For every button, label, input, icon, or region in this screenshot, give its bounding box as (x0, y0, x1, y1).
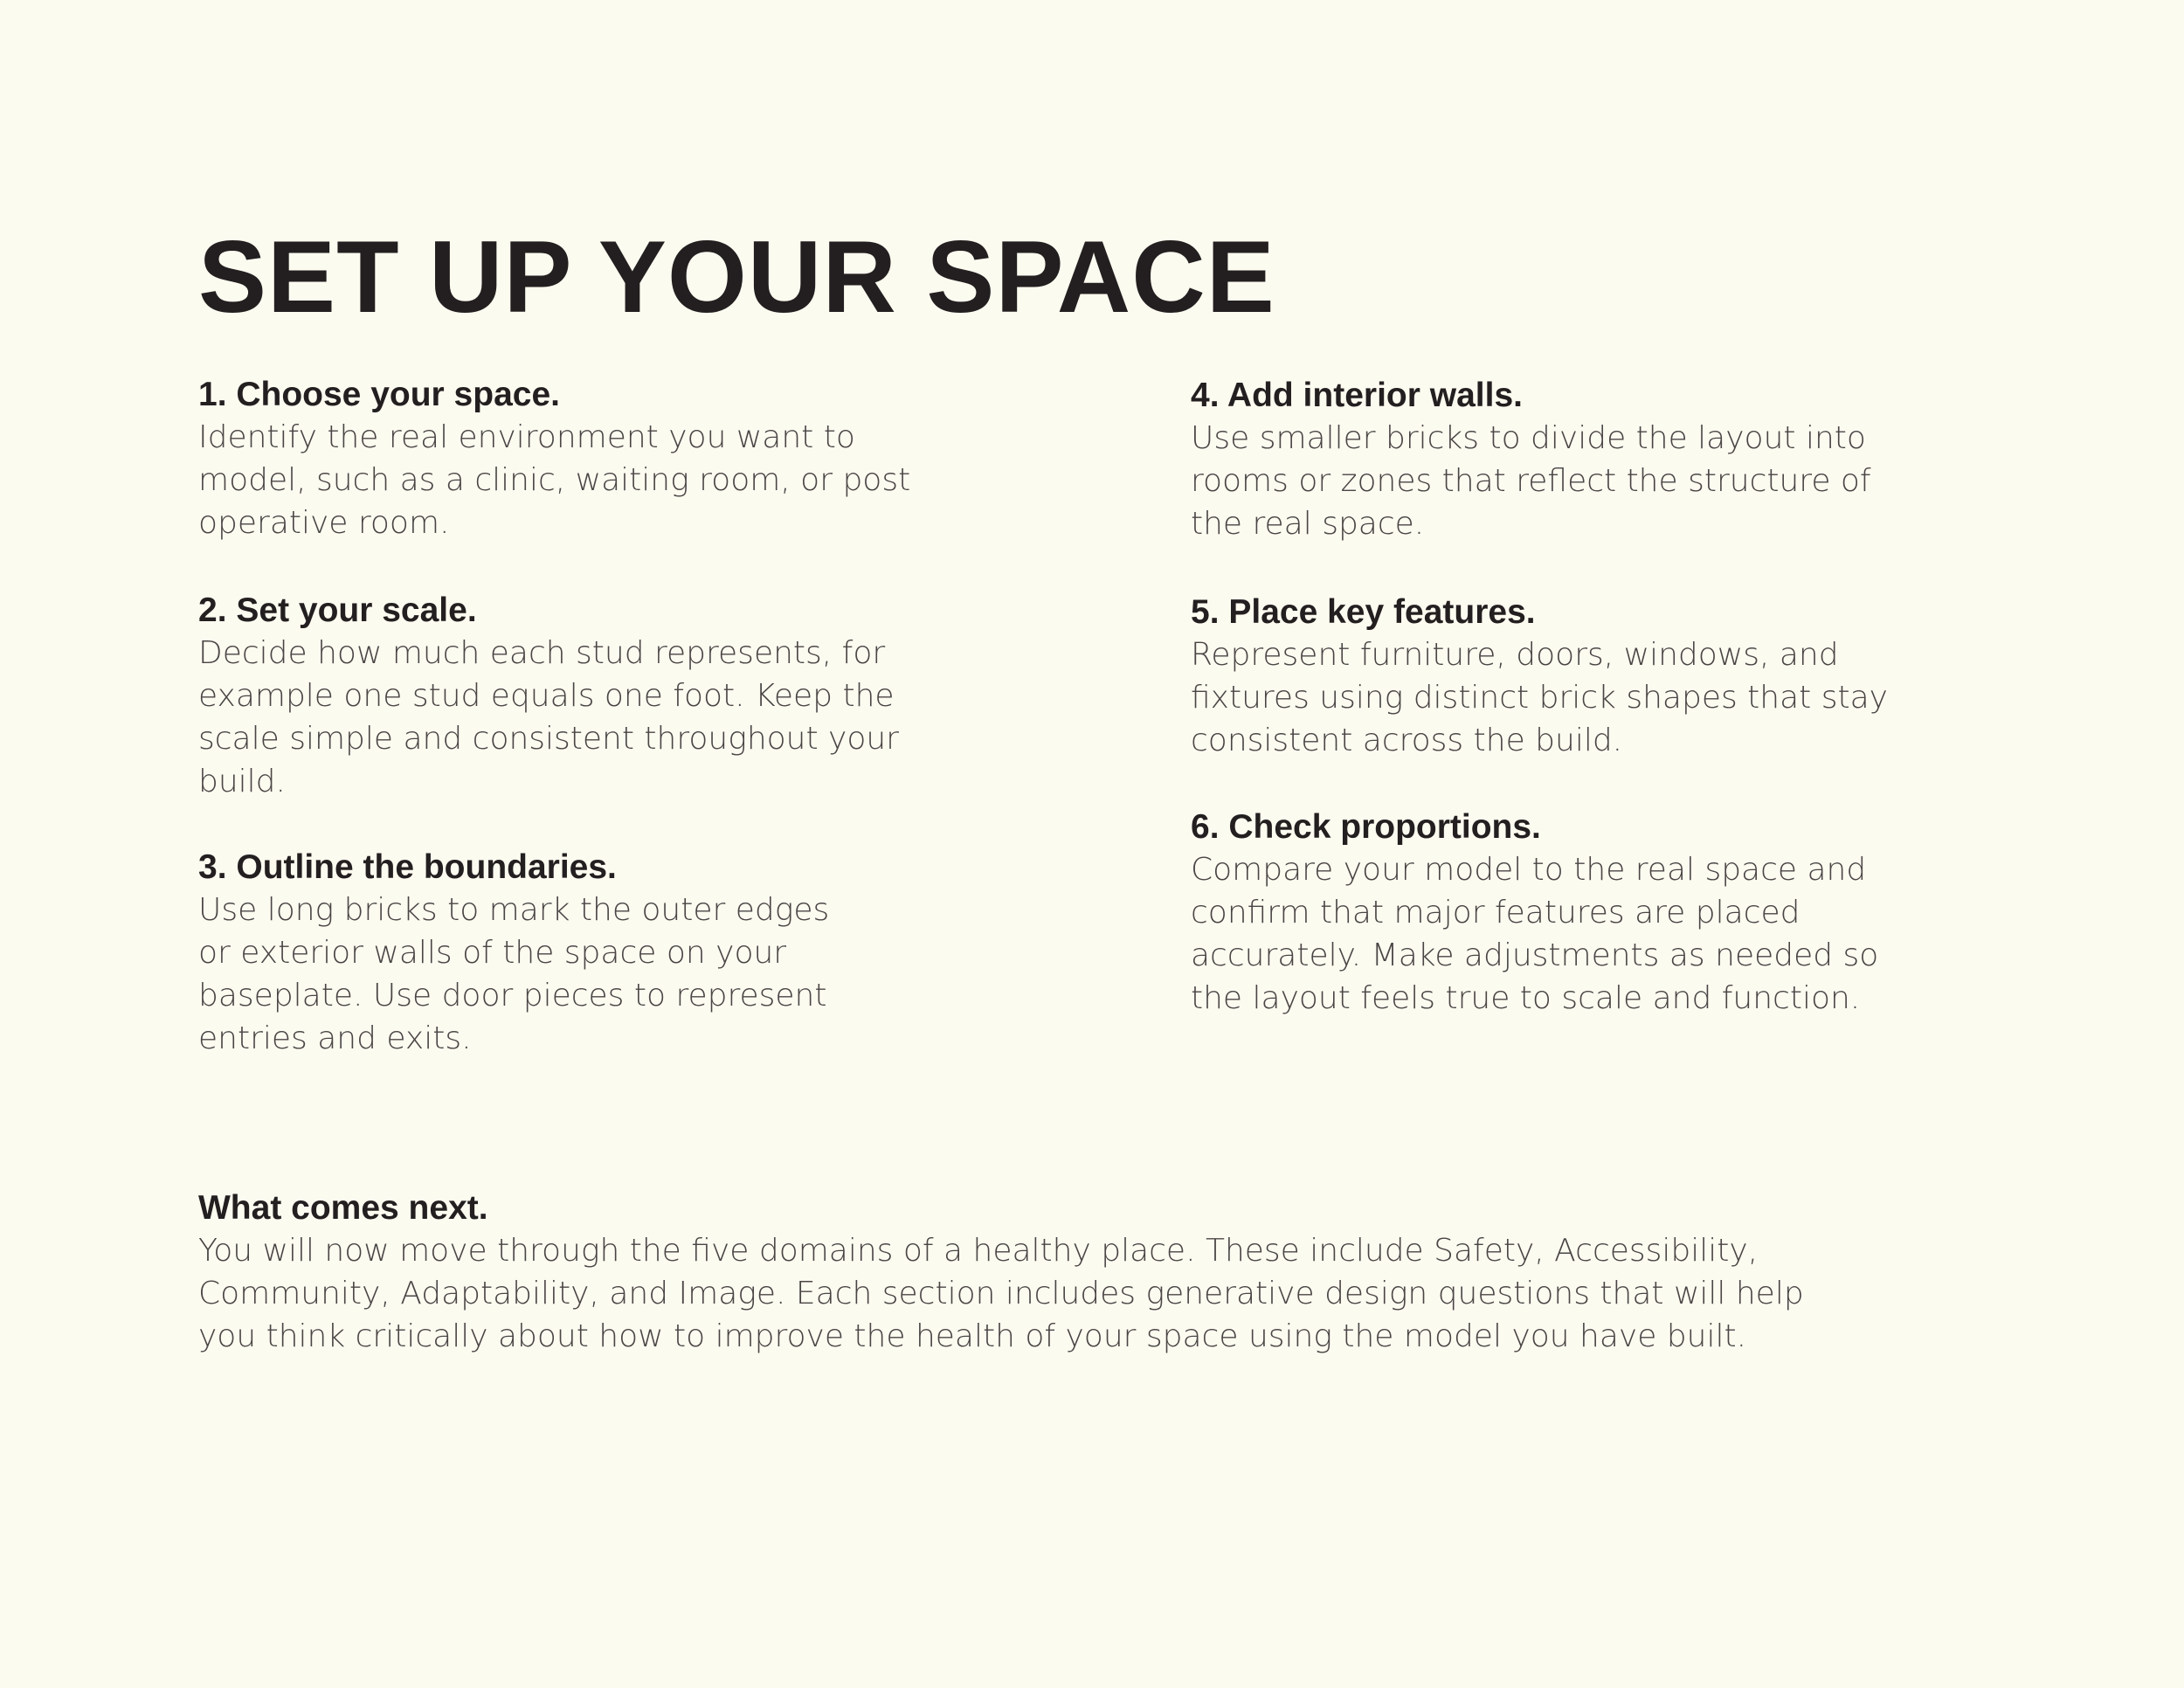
step-heading: 6. Check proportions. (1191, 808, 1541, 846)
step-set-scale (198, 589, 1037, 803)
step-outline-boundaries (198, 846, 1037, 1060)
page-title: SET UP YOUR SPACE (198, 219, 1275, 334)
step-place-key-features (1191, 591, 2029, 762)
section-description: You will now move through the five domains of a healthy place. These include Safety, Accessibility, Community, Adaptability, and Image. Each section includes generative design questions that will help you think critically about how to improve the health of your space using the model you have built. (198, 1233, 1804, 1354)
what-comes-next-section (198, 1186, 2077, 1358)
section-heading: What comes next. (198, 1189, 488, 1227)
step-check-proportions (1191, 806, 2029, 1020)
step-description: Identify the real environment you want to model, such as a clinic, waiting room, or post operative room. (198, 419, 911, 541)
step-add-interior-walls (1191, 374, 2029, 545)
step-description: Represent furniture, doors, windows, and fixtures using distinct brick shapes that stay consistent across the build. (1191, 637, 1888, 758)
step-heading: 3. Outline the boundaries. (198, 848, 617, 886)
step-heading: 2. Set your scale. (198, 591, 477, 629)
step-description: Compare your model to the real space and confirm that major features are placed accurately. Make adjustments as needed so the layout feels true to scale and function. (1191, 852, 1879, 1016)
step-heading: 1. Choose your space. (198, 376, 560, 413)
step-choose-space (198, 373, 1037, 544)
step-heading: 4. Add interior walls. (1191, 377, 1523, 414)
step-description: Use long bricks to mark the outer edges or exterior walls of the space on your baseplate. Use door pieces to represent entries and exits. (198, 892, 830, 1056)
step-description: Decide how much each stud represents, for example one stud equals one foot. Keep the scale simple and consistent throughout your build. (198, 635, 899, 799)
step-heading: 5. Place key features. (1191, 593, 1536, 631)
step-description: Use smaller bricks to divide the layout into rooms or zones that reflect the structure of the real space. (1191, 420, 1871, 542)
